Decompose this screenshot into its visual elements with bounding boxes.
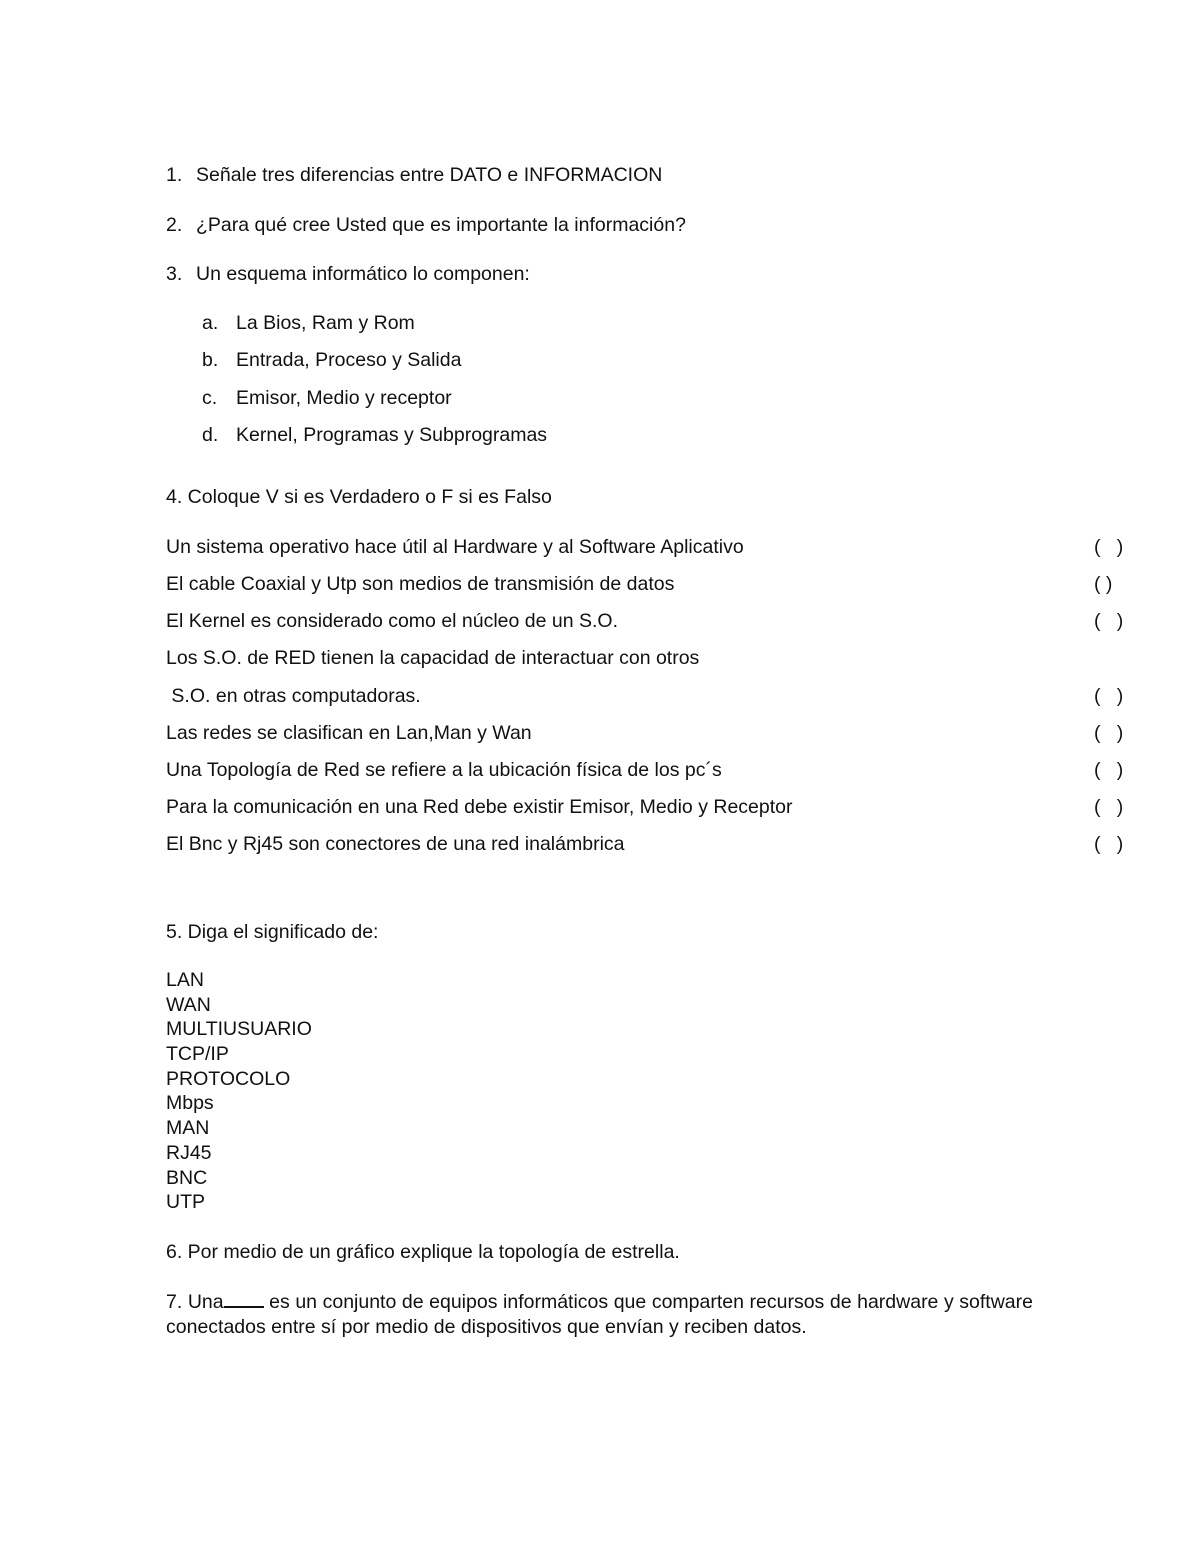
option-b-letter: b. [202, 349, 219, 371]
tf-statement-text: El cable Coaxial y Utp son medios de transmisión de datos [166, 573, 675, 595]
question-1 [166, 163, 662, 187]
tf-answer-slot[interactable]: ( ) [1094, 610, 1124, 632]
term-item: WAN [166, 994, 211, 1016]
term-item: MULTIUSUARIO [166, 1018, 312, 1040]
tf-statement [166, 535, 1124, 559]
tf-statement [166, 684, 1124, 708]
tf-statement [166, 758, 1124, 782]
term-item: LAN [166, 969, 204, 991]
tf-statement-text: Para la comunicación en una Red debe existir Emisor, Medio y Receptor [166, 796, 793, 818]
question-7-rest: es un conjunto de equipos informáticos que comparten recursos de hardware y software conectados entre sí por medio de dispositivos que envían y reciben datos. [166, 1291, 1033, 1338]
question-1-number: 1. [166, 164, 183, 186]
tf-statement-text: El Kernel es considerado como el núcleo de un S.O. [166, 610, 619, 632]
term-item: MAN [166, 1117, 210, 1139]
tf-answer-slot[interactable]: ( ) [1094, 796, 1124, 818]
term-item: UTP [166, 1191, 205, 1213]
option-b-text: Entrada, Proceso y Salida [236, 349, 462, 371]
question-1-text: Señale tres diferencias entre DATO e INFORMACION [196, 164, 663, 186]
option-c-letter: c. [202, 387, 218, 409]
question-6: 6. Por medio de un gráfico explique la topología de estrella. [166, 1241, 680, 1263]
option-a-text: La Bios, Ram y Rom [236, 312, 415, 334]
option-d-letter: d. [202, 424, 219, 446]
tf-statement-text: Una Topología de Red se refiere a la ubicación física de los pc´s [166, 759, 722, 781]
option-d [202, 423, 547, 447]
tf-statement [166, 646, 986, 670]
option-c [202, 386, 452, 410]
tf-statement [166, 609, 1124, 633]
tf-answer-slot[interactable]: ( ) [1094, 759, 1124, 781]
question-7 [166, 1290, 1033, 1340]
question-4: 4. Coloque V si es Verdadero o F si es Falso [166, 486, 552, 508]
question-2-number: 2. [166, 214, 183, 236]
tf-statement [166, 832, 1124, 856]
tf-statement [166, 721, 1124, 745]
option-d-text: Kernel, Programas y Subprogramas [236, 424, 548, 446]
tf-answer-slot[interactable]: ( ) [1094, 833, 1124, 855]
question-3 [166, 262, 530, 286]
tf-answer-slot[interactable]: ( ) [1094, 536, 1124, 558]
option-c-text: Emisor, Medio y receptor [236, 387, 452, 409]
term-item: TCP/IP [166, 1043, 229, 1065]
tf-statement-text: El Bnc y Rj45 son conectores de una red inalámbrica [166, 833, 625, 855]
term-item: Mbps [166, 1092, 214, 1114]
tf-statement-text: Los S.O. de RED tienen la capacidad de interactuar con otros [166, 647, 700, 669]
tf-answer-slot[interactable]: ( ) [1094, 722, 1124, 744]
question-2-text: ¿Para qué cree Usted que es importante la información? [196, 214, 686, 236]
option-b [202, 348, 461, 372]
question-2 [166, 213, 686, 237]
tf-statement-text: Un sistema operativo hace útil al Hardware y al Software Aplicativo [166, 536, 744, 558]
question-5: 5. Diga el significado de: [166, 921, 379, 943]
tf-statement-text: Las redes se clasifican en Lan,Man y Wan [166, 722, 532, 744]
option-a [202, 311, 415, 335]
tf-statement [166, 572, 1113, 596]
question-3-text: Un esquema informático lo componen: [196, 263, 530, 285]
question-3-number: 3. [166, 263, 183, 285]
term-item: PROTOCOLO [166, 1068, 291, 1090]
term-item: RJ45 [166, 1142, 212, 1164]
tf-statement [166, 795, 1124, 819]
tf-answer-slot[interactable]: ( ) [1094, 685, 1124, 707]
option-a-letter: a. [202, 312, 219, 334]
question-7-blank[interactable] [224, 1290, 264, 1308]
term-item: BNC [166, 1167, 208, 1189]
question-7-start: 7. Una [166, 1291, 224, 1313]
tf-answer-slot[interactable]: ( ) [1094, 573, 1113, 595]
tf-statement-text: S.O. en otras computadoras. [166, 685, 421, 707]
